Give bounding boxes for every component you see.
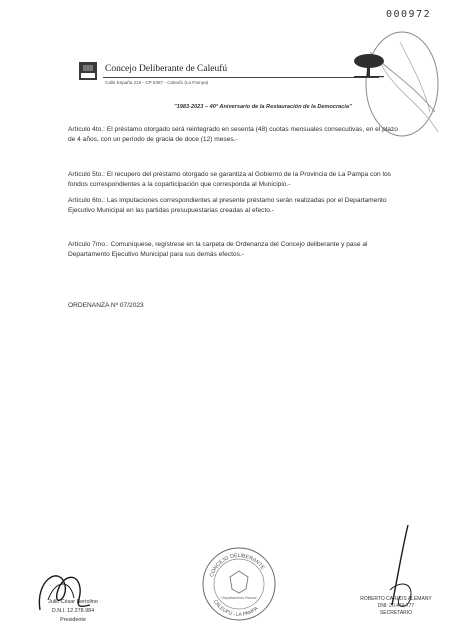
seal-middle-text: Departamento Rancul xyxy=(221,596,257,600)
article-5: Artículo 5to.: El recupero del préstamo otorgado se garantiza al Gobierno de la Provincia de La Pampa con los fondos correspondientes a la coparticipación que corresponda al Municipio.- xyxy=(68,171,391,188)
header-divider xyxy=(103,77,379,78)
signatory-right-role: SECRETARIO xyxy=(379,610,413,616)
institution-name: Concejo Deliberante de Caleufú xyxy=(105,64,228,74)
seal-bottom-text: CALEUFÚ - LA PAMPA xyxy=(211,598,260,619)
tree-logo-icon xyxy=(352,52,386,78)
signatory-right-dni: DNI: 20.474.777 xyxy=(377,603,415,609)
ordinance-number: ORDENANZA Nº 07/2023 xyxy=(68,302,144,309)
svg-text:CONCEJO DELIBERANTE xyxy=(209,553,266,578)
commemorative-motto: "1983-2023 – 40° Aniversario de la Restauración de la Democracia" xyxy=(174,104,352,110)
signatory-left-role: Presidente xyxy=(60,617,86,623)
signatory-right-block xyxy=(356,596,436,617)
svg-text:CALEUFÚ - LA PAMPA xyxy=(212,599,260,618)
official-seal-icon xyxy=(200,545,278,623)
article-4: Artículo 4to.: El préstamo otorgado será reintegrado en sesenta (48) cuotas mensuales consecutivas, en el plazo de 4 años, con un período de gracia de doce (12) meses.- xyxy=(68,126,398,143)
signatory-right-name: ROBERTO CARLOS ALEMANY xyxy=(360,596,432,602)
building-logo-icon xyxy=(77,59,99,81)
signatory-left-dni: D.N.I. 12.278.984 xyxy=(51,608,95,614)
article-7: Artículo 7mo.: Comuníquese, regístrese en la carpeta de Ordenanza del Concejo deliberante y pase al Departamento Ejecutivo Municipal para sus demás efectos.- xyxy=(68,241,368,258)
signatory-left-block xyxy=(28,598,118,625)
seal-top-text: CONCEJO DELIBERANTE xyxy=(208,552,266,578)
article-6: Artículo 6to.: Las imputaciones correspondientes al presente préstamo serán realizadas por el Departamento Ejecutivo Municipal en las partidas presupuestarias creadas al efecto.- xyxy=(68,197,387,214)
institution-address: Calle España 216 - CP 6387 - Caleufú (La Pampa) xyxy=(105,80,209,85)
folio-number: 000972 xyxy=(386,9,432,20)
signatory-left-name: Julio César Bertolino xyxy=(48,599,98,605)
